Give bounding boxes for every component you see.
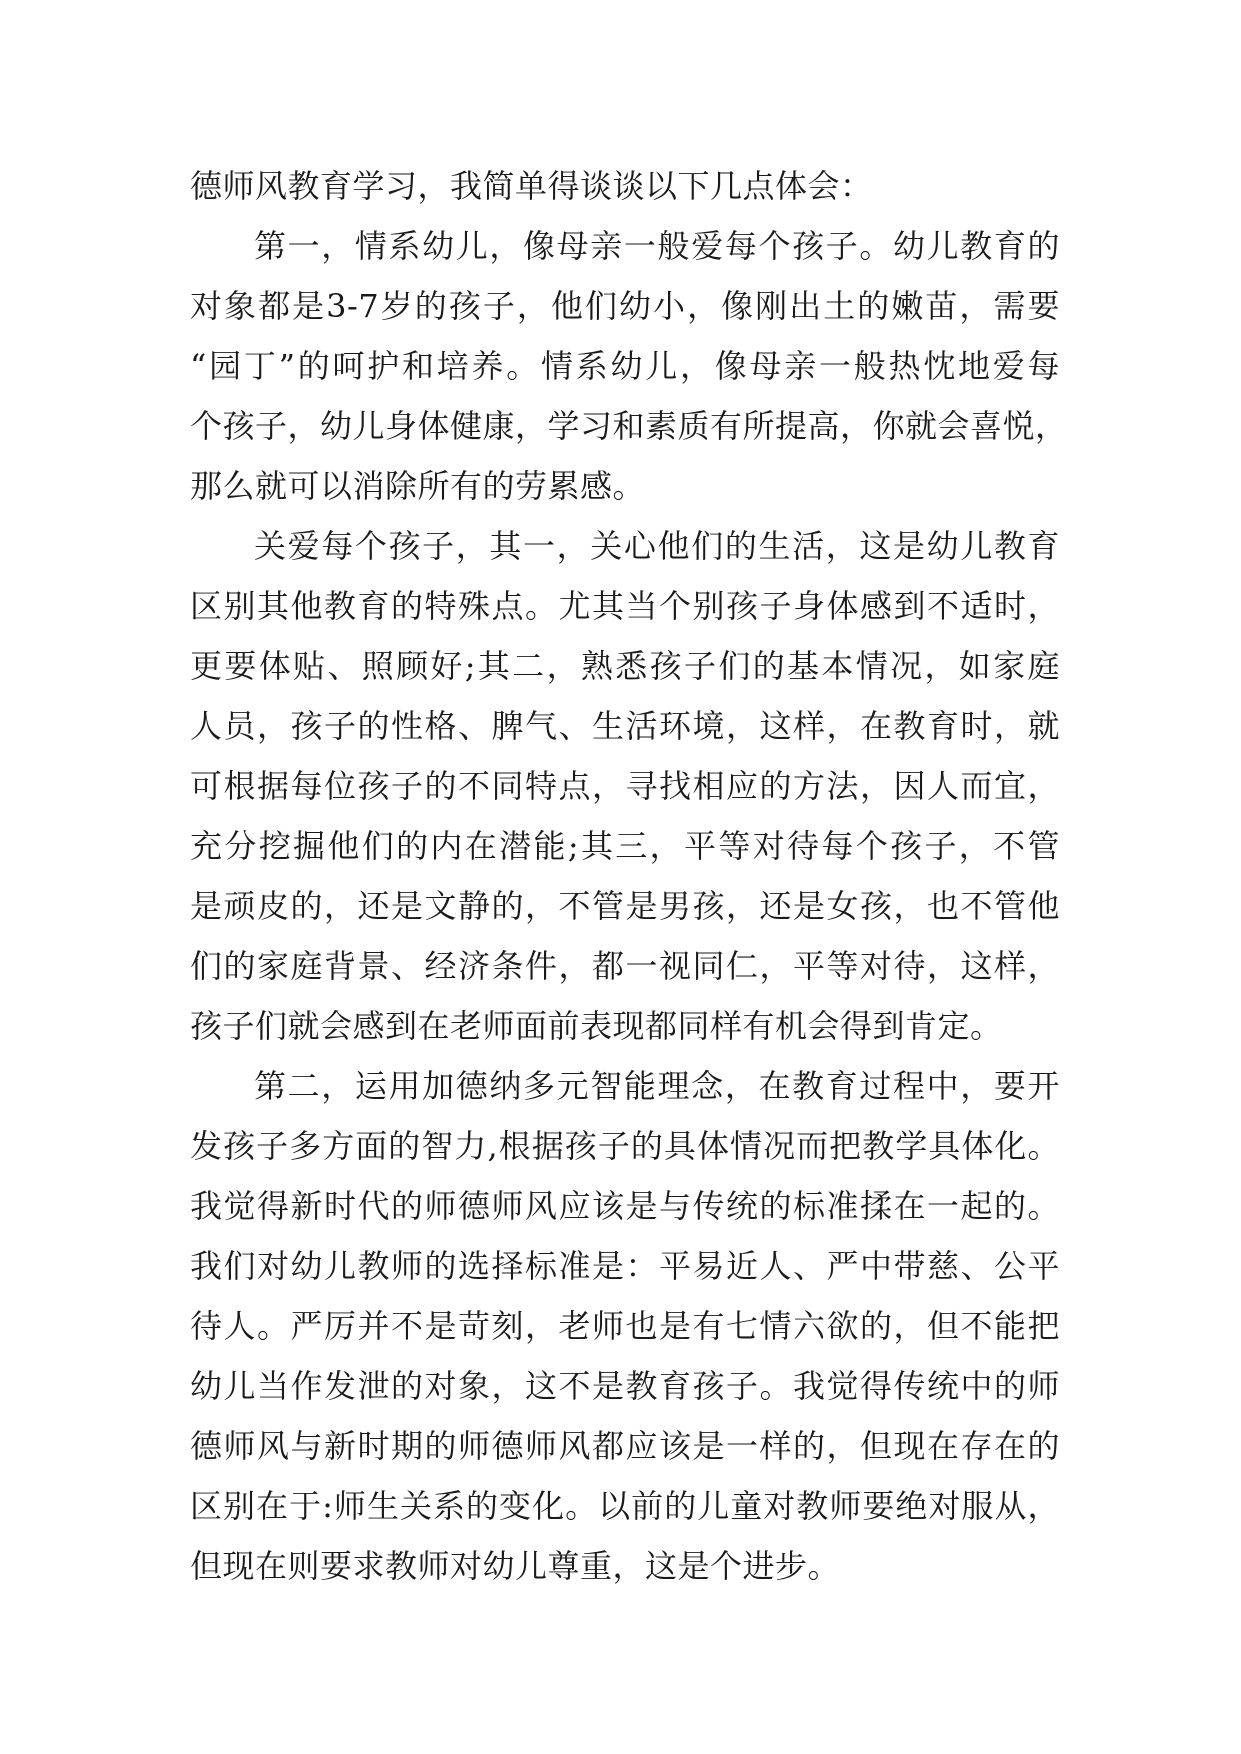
text-line: 是顽皮的，还是文静的，不管是男孩，还是女孩，也不管他 — [190, 887, 1060, 925]
text-line: 更要体贴、照顾好;其二，熟悉孩子们的基本情况，如家庭 — [190, 647, 1060, 685]
text-line: 个孩子，幼儿身体健康，学习和素质有所提高，你就会喜悦， — [190, 407, 1068, 445]
text-line: 们的家庭背景、经济条件，都一视同仁，平等对待，这样， — [190, 947, 1060, 985]
text-line: 人员，孩子的性格、脾气、生活环境，这样，在教育时，就 — [190, 707, 1060, 745]
text-line: 充分挖掘他们的内在潜能;其三，平等对待每个孩子，不管 — [190, 827, 1060, 865]
text-line: 待人。严厉并不是苛刻，老师也是有七情六欲的，但不能把 — [190, 1307, 1060, 1345]
text-line: 第二，运用加德纳多元智能理念，在教育过程中，要开 — [254, 1067, 1060, 1105]
text-line: “园丁”的呵护和培养。情系幼儿，像母亲一般热忱地爱每 — [190, 347, 1060, 385]
text-line: 德师风与新时期的师德师风都应该是一样的，但现在存在的 — [190, 1427, 1060, 1465]
text-line: 区别在于:师生关系的变化。以前的儿童对教师要绝对服从， — [190, 1487, 1060, 1525]
text-line: 第一，情系幼儿，像母亲一般爱每个孩子。幼儿教育的 — [254, 227, 1060, 265]
document-body — [190, 156, 1068, 1596]
text-line: 孩子们就会感到在老师面前表现都同样有机会得到肯定。 — [190, 1007, 1003, 1045]
text-line: 那么就可以消除所有的劳累感。 — [190, 467, 646, 505]
text-line: 区别其他教育的特殊点。尤其当个别孩子身体感到不适时， — [190, 587, 1060, 625]
text-line: 可根据每位孩子的不同特点，寻找相应的方法，因人而宜， — [190, 767, 1060, 805]
text-line: 对象都是3-7岁的孩子，他们幼小，像刚出土的嫩苗，需要 — [190, 287, 1060, 325]
text-line: 关爱每个孩子，其一，关心他们的生活，这是幼儿教育 — [254, 527, 1060, 565]
text-line: 幼儿当作发泄的对象，这不是教育孩子。我觉得传统中的师 — [190, 1367, 1060, 1405]
text-line: 我觉得新时代的师德师风应该是与传统的标准揉在一起的。 — [190, 1187, 1060, 1225]
text-line: 德师风教育学习，我简单得谈谈以下几点体会： — [190, 167, 873, 205]
text-line: 但现在则要求教师对幼儿尊重，这是个进步。 — [190, 1547, 841, 1585]
text-line: 发孩子多方面的智力,根据孩子的具体情况而把教学具体化。 — [190, 1127, 1060, 1165]
text-line: 我们对幼儿教师的选择标准是：平易近人、严中带慈、公平 — [190, 1247, 1060, 1285]
